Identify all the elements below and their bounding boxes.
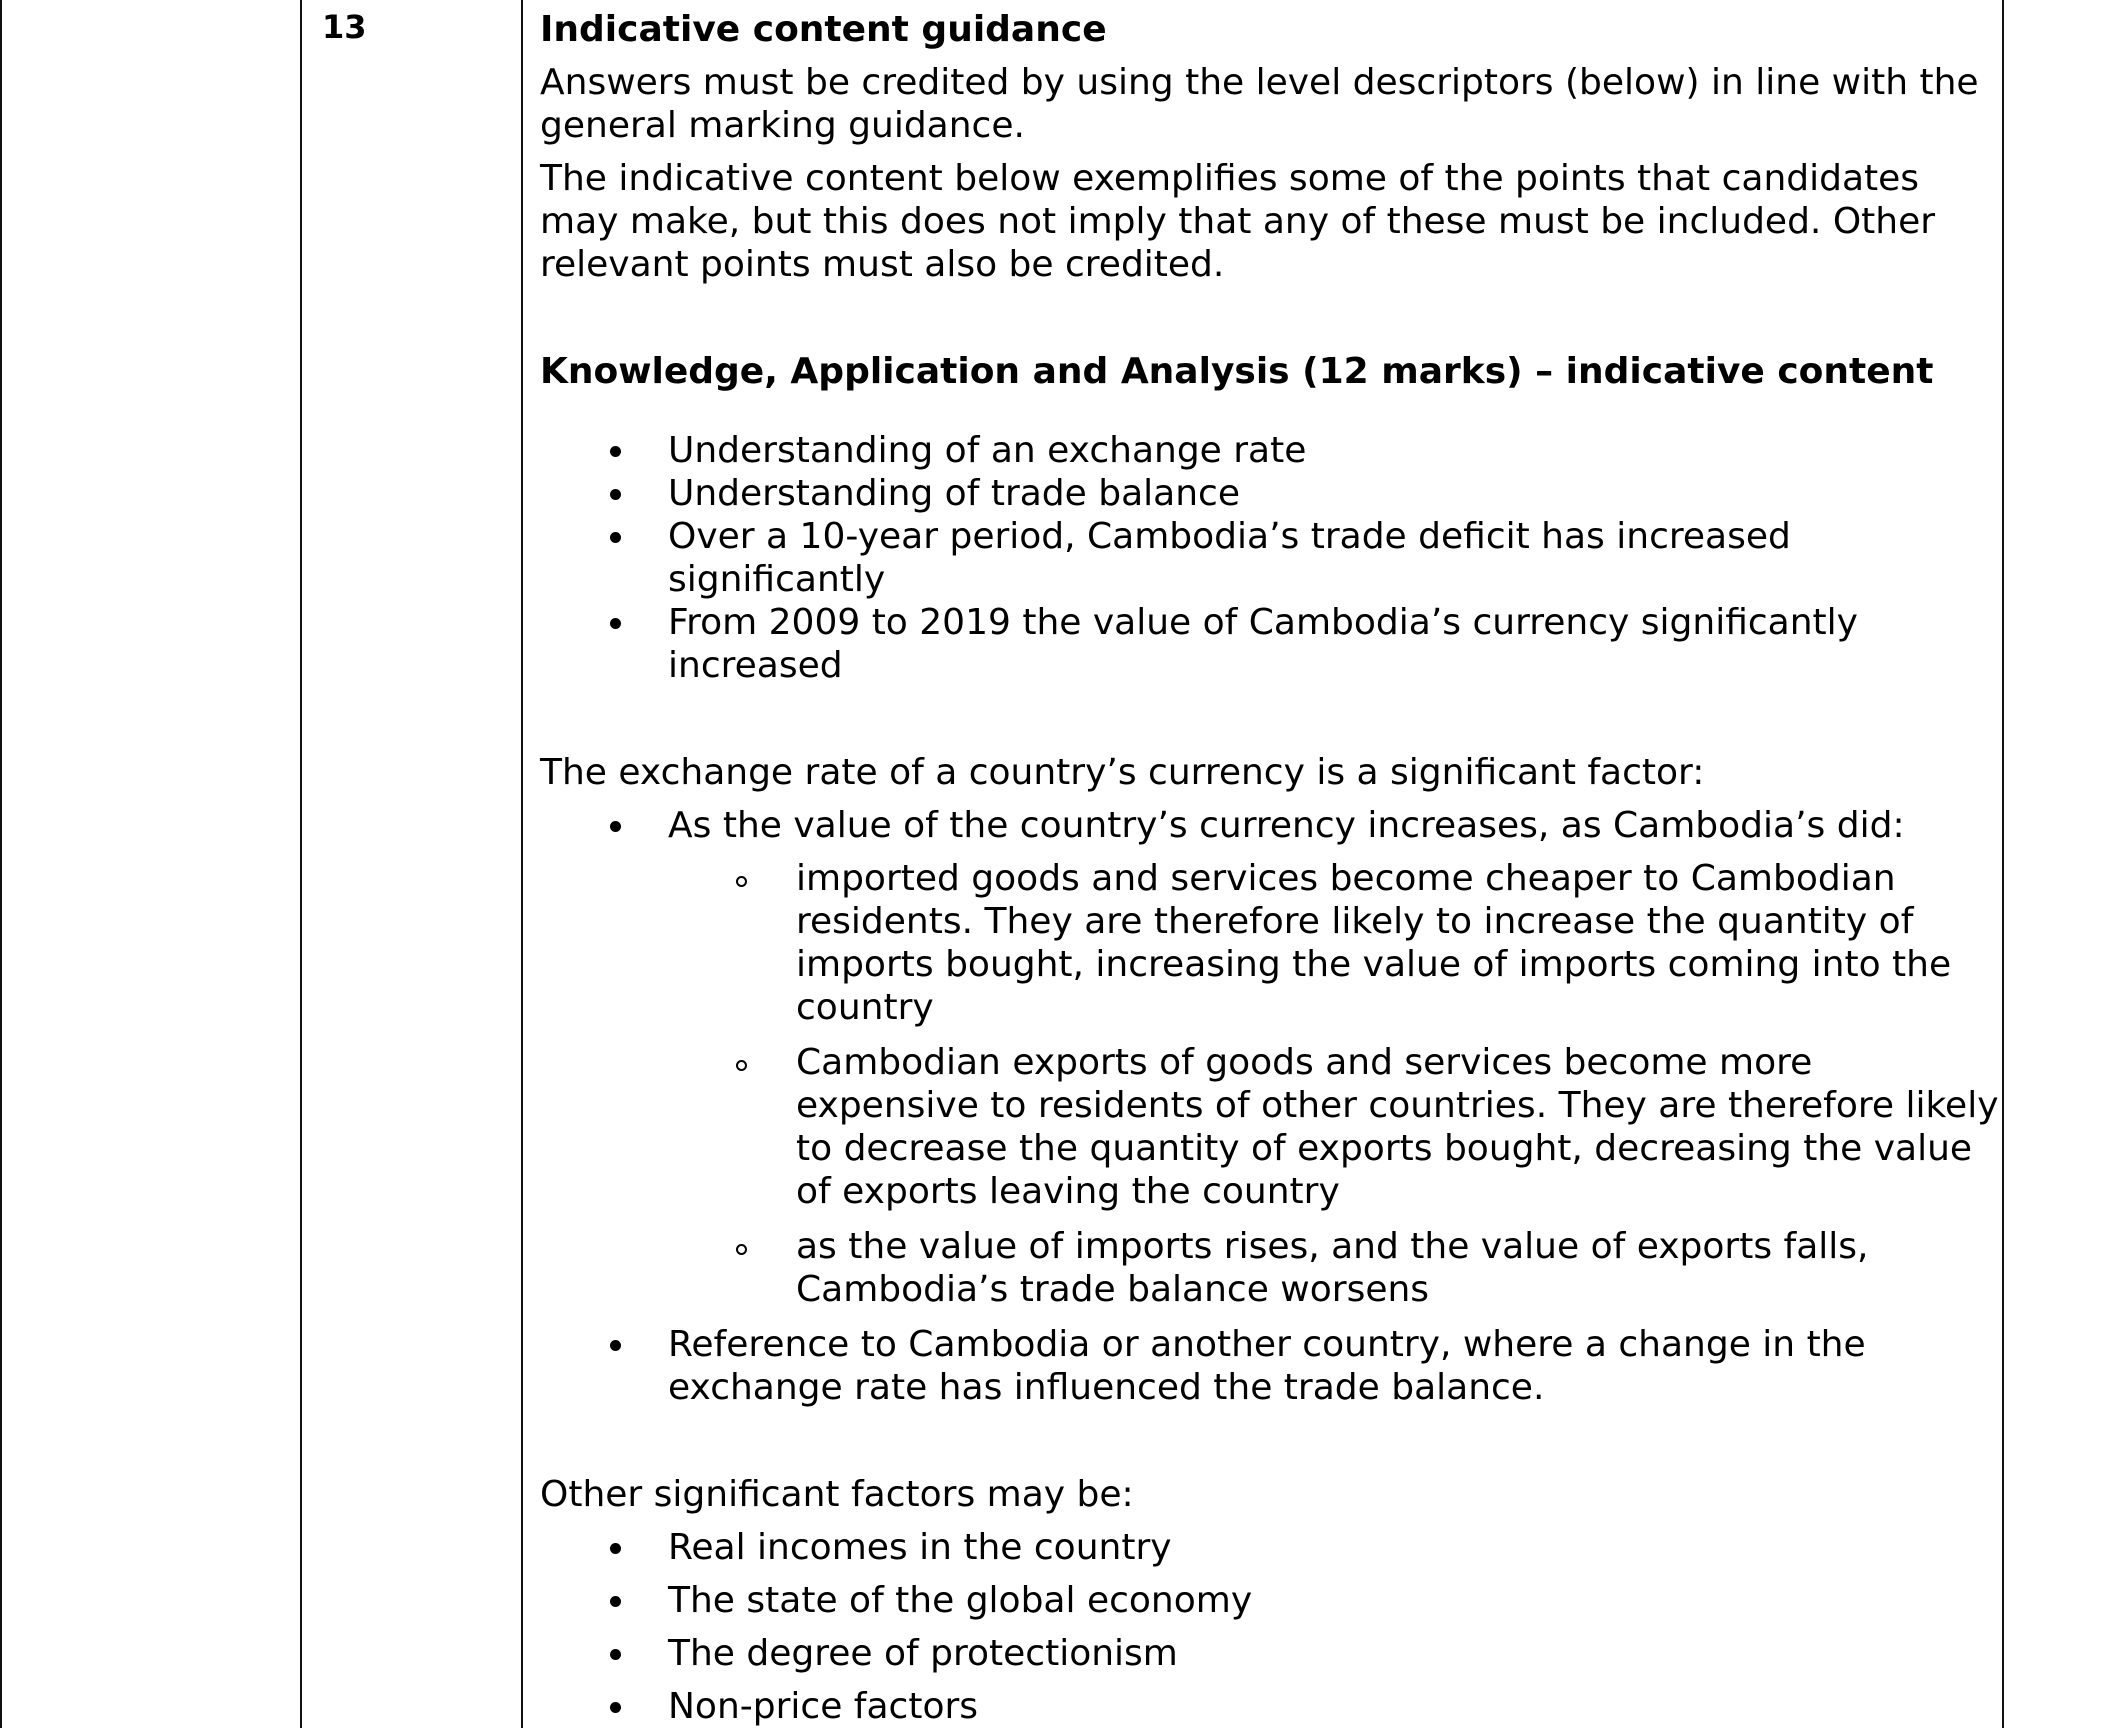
- list-item: From 2009 to 2019 the value of Cambodia’s currency significantly increased: [540, 601, 2000, 687]
- section-heading: Knowledge, Application and Analysis (12 marks) – indicative content: [540, 351, 1934, 392]
- table-divider-2: [521, 0, 523, 1728]
- list-item: Reference to Cambodia or another country, where a change in the exchange rate has influenced the trade balance.: [540, 1323, 2000, 1409]
- table-border-left: [0, 0, 2, 1728]
- sub-list-item: as the value of imports rises, and the value of exports falls, Cambodia’s trade balance worsens: [540, 1225, 2000, 1311]
- intro-paragraph-1: Answers must be credited by using the level descriptors (below) in line with the general marking guidance.: [540, 62, 1979, 146]
- exchange-sublist: [540, 857, 2000, 1311]
- exchange-intro: The exchange rate of a country’s currency is a significant factor:: [540, 752, 1705, 793]
- other-factors-intro: Other significant factors may be:: [540, 1474, 1134, 1515]
- list-item: As the value of the country’s currency increases, as Cambodia’s did:: [540, 804, 2000, 847]
- list-item: Non-price factors: [540, 1685, 2000, 1728]
- other-factors-list: [540, 1526, 2000, 1728]
- list-item: Over a 10-year period, Cambodia’s trade deficit has increased significantly: [540, 515, 2000, 601]
- list-item: The degree of protectionism: [540, 1632, 2000, 1675]
- sub-list-item: imported goods and services become cheaper to Cambodian residents. They are therefore likely to increase the quantity of imports bought, increasing the value of imports coming into the country: [540, 857, 2000, 1029]
- table-border-right: [2002, 0, 2004, 1728]
- list-item: Real incomes in the country: [540, 1526, 2000, 1569]
- guidance-cell: [540, 8, 2000, 1728]
- question-number: 13: [322, 8, 367, 46]
- intro-paragraph-2: The indicative content below exemplifies some of the points that candidates may make, but this does not imply that any of these must be included. Other relevant points must also be credited.: [540, 158, 1936, 285]
- table-divider-1: [300, 0, 302, 1728]
- exchange-list: [540, 804, 2000, 847]
- list-item: Understanding of an exchange rate: [540, 429, 2000, 472]
- sub-list-item: Cambodian exports of goods and services become more expensive to residents of other countries. They are therefore likely to decrease the quantity of exports bought, decreasing the value of exports leaving the country: [540, 1041, 2000, 1213]
- list-item: The state of the global economy: [540, 1579, 2000, 1622]
- kaa-points-list: [540, 429, 2000, 687]
- list-item: Understanding of trade balance: [540, 472, 2000, 515]
- guidance-heading: Indicative content guidance: [540, 9, 1107, 50]
- reference-list: [540, 1323, 2000, 1409]
